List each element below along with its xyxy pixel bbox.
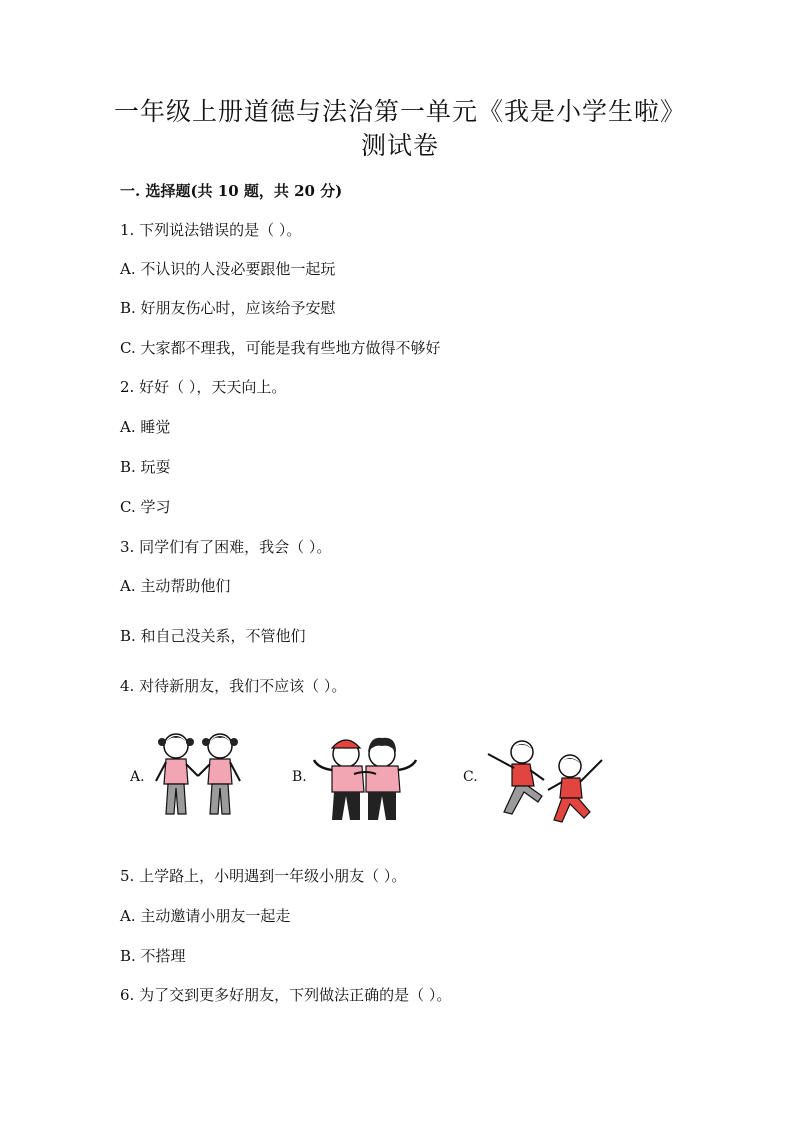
- page-title-line2: 测试卷: [360, 131, 439, 160]
- question-5: 5. 上学路上，小明遇到一年级小朋友（ ）。: [120, 867, 407, 885]
- option-3b: B. 和自己没关系，不管他们: [120, 627, 306, 645]
- picture-option-a-label: A.: [130, 769, 145, 785]
- question-2: 2. 好好（ ），天天向上。: [120, 378, 287, 396]
- section-heading: 一. 选择题(共 10 题，共 20 分): [120, 182, 343, 200]
- question-1: 1. 下列说法错误的是（ ）。: [120, 221, 302, 239]
- option-1b: B. 好朋友伤心时，应该给予安慰: [120, 299, 336, 317]
- option-3a: A. 主动帮助他们: [120, 577, 231, 595]
- option-5a: A. 主动邀请小朋友一起走: [120, 907, 291, 925]
- picture-option-a-girls: [148, 726, 248, 826]
- option-1a: A. 不认识的人没必要跟他一起玩: [120, 260, 336, 278]
- picture-option-c-fighting: [482, 736, 612, 836]
- picture-option-c-label: C.: [463, 769, 478, 785]
- option-2c: C. 学习: [120, 498, 171, 516]
- picture-option-b-label: B.: [292, 769, 307, 785]
- option-5b: B. 不搭理: [120, 947, 186, 965]
- option-2b: B. 玩耍: [120, 458, 171, 476]
- question-4: 4. 对待新朋友，我们不应该（ ）。: [120, 677, 347, 695]
- question-3: 3. 同学们有了困难，我会（ ）。: [120, 538, 332, 556]
- option-1c: C. 大家都不理我，可能是我有些地方做得不够好: [120, 339, 441, 357]
- option-2a: A. 睡觉: [120, 418, 171, 436]
- question-6: 6. 为了交到更多好朋友，下列做法正确的是（ ）。: [120, 986, 452, 1004]
- picture-option-b-boys: [310, 730, 420, 830]
- page-title-line1: 一年级上册道德与法治第一单元《我是小学生啦》: [113, 97, 686, 126]
